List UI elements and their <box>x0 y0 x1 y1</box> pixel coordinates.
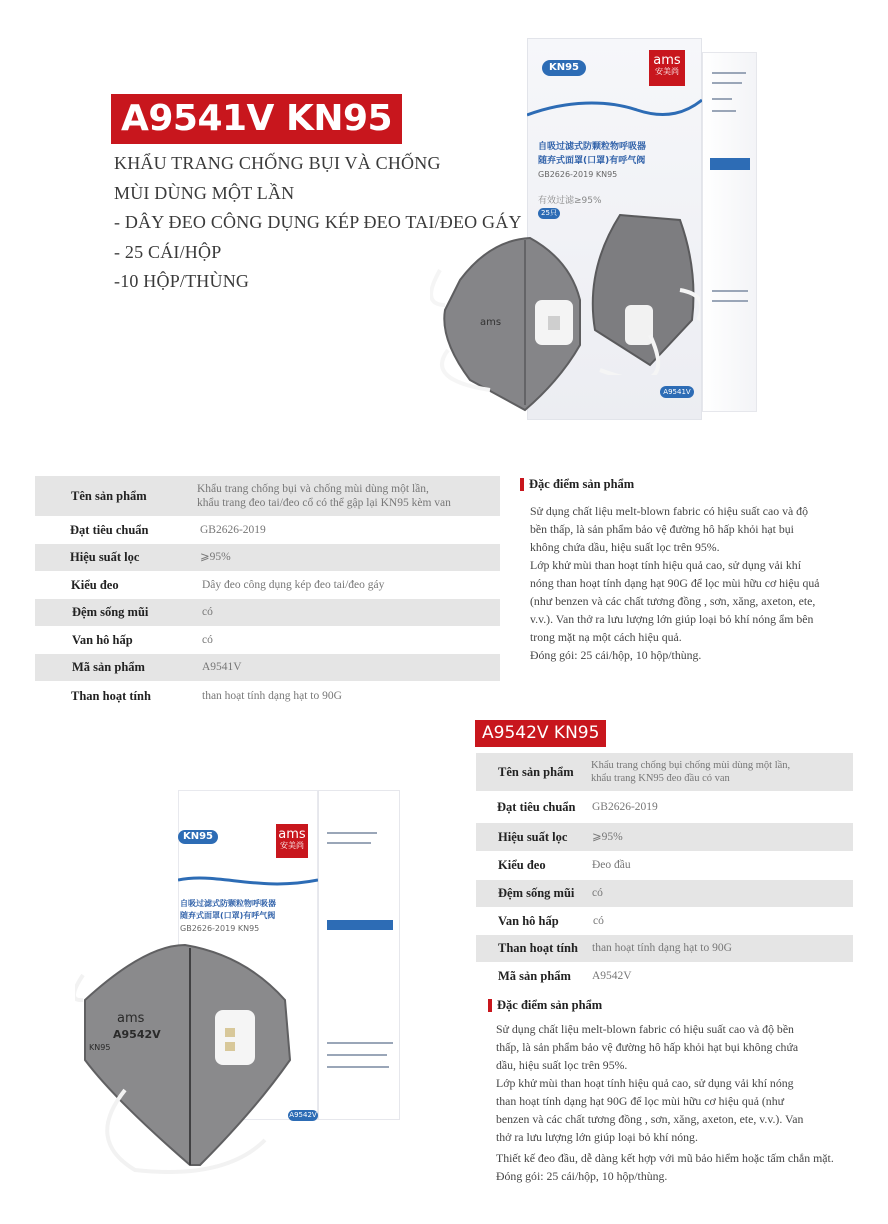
spec-table-a9541v <box>35 476 500 712</box>
mask-brand-print: ams <box>480 317 502 328</box>
spec-row <box>476 851 853 880</box>
headline-line: -10 HỘP/THÙNG <box>114 271 250 291</box>
box-side-text <box>327 1042 393 1044</box>
box-side-face <box>702 52 757 412</box>
spec-label: Đệm sống mũi <box>498 886 575 900</box>
spec-label: Van hô hấp <box>72 632 133 647</box>
box-side-text <box>327 832 377 834</box>
model-tag: A9542V <box>289 1111 317 1119</box>
box-side-text <box>712 290 748 292</box>
blue-wave-decoration <box>527 90 702 120</box>
spec-label: Than hoạt tính <box>498 941 578 955</box>
brand-latin: ams <box>653 53 681 68</box>
box-standard: GB2626-2019 KN95 <box>180 924 260 933</box>
model-title-a9542v: A9542V KN95 <box>475 720 606 747</box>
blue-wave-decoration <box>178 868 318 894</box>
spec-row <box>35 599 500 626</box>
spec-label: Đệm sống mũi <box>72 605 149 619</box>
model-tag: A9541V <box>660 386 694 398</box>
features-heading-a9542v <box>488 998 602 1013</box>
product-image-a9542v <box>60 780 460 1180</box>
spec-value: ⩾95% <box>200 551 231 564</box>
spec-value: có <box>202 606 213 619</box>
mask-model-print: A9542V <box>113 1028 161 1041</box>
mask-front-illustration <box>430 230 595 415</box>
brand-latin: ams <box>278 827 306 842</box>
spec-row <box>476 907 853 935</box>
spec-row <box>35 544 500 571</box>
spec-value: A9542V <box>592 969 632 982</box>
brand-cn: 安美尚 <box>280 841 304 851</box>
box-side-band <box>710 158 750 170</box>
spec-row <box>35 516 500 544</box>
spec-label: Kiểu đeo <box>498 858 546 872</box>
headline-line: - 25 CÁI/HỘP <box>114 241 222 262</box>
box-cn-line2: 随弃式面罩(口罩)有呼气阀 <box>538 156 646 166</box>
spec-row <box>476 935 853 962</box>
spec-value: Khẩu trang chống bụi và chống mùi dùng một lần, khẩu trang đeo tai/đeo cổ có thể gập lại KN95 kèm van <box>197 482 451 509</box>
box-cn-line1: 自吸过滤式防颗粒物呼吸器 <box>538 142 647 152</box>
spec-label: Van hô hấp <box>498 913 559 928</box>
spec-value: A9541V <box>202 661 242 674</box>
spec-label: Hiệu suất lọc <box>70 550 140 564</box>
spec-value: GB2626-2019 <box>592 800 658 813</box>
spec-label: Than hoạt tính <box>71 689 151 703</box>
kn95-badge: KN95 <box>542 60 586 76</box>
box-side-text <box>327 1066 389 1068</box>
box-side-text <box>712 300 748 302</box>
mask-back-illustration <box>580 210 700 375</box>
spec-label: Kiểu đeo <box>71 577 119 592</box>
box-side-face <box>318 790 400 1120</box>
box-standard: GB2626-2019 KN95 <box>538 170 618 179</box>
box-side-text <box>712 72 746 74</box>
spec-row <box>476 753 853 791</box>
features-body-a9541v: Sử dụng chất liệu melt-blown fabric có hiệu suất cao và độ bền thấp, là sản phẩm bảo vệ đường hô hấp khỏi hạt bụi không chứa dầu, hiệu suất lọc trên 95%. Lớp khử mùi than hoạt tính hiệu quả cao, sử dụng vải khí nóng than hoạt tính dạng hạt 90G để lọc mùi hữu cơ hiệu quả (như benzen và các chất tương đồng , sơn, xăng, axeton, ete, v.v.). Van thở ra lưu lượng lớn giúp loại bỏ khí nóng ẩm bên trong mặt nạ một cách hiệu quả. Đóng gói: 25 cái/hộp, 10 hộp/thùng. <box>530 504 820 662</box>
features-title: Đặc điểm sản phẩm <box>497 998 603 1012</box>
spec-row <box>35 681 500 712</box>
spec-value: Đeo đầu <box>592 859 631 872</box>
red-bar-marker <box>520 478 524 491</box>
red-bar-marker <box>488 999 492 1012</box>
headline-line: - DÂY ĐEO CÔNG DỤNG KÉP ĐEO TAI/ĐEO GÁY <box>114 212 522 232</box>
spec-row <box>476 962 853 990</box>
brand-cn: 安美尚 <box>655 67 679 77</box>
mask-kn95-print: KN95 <box>89 1043 111 1052</box>
spec-row <box>476 791 853 823</box>
box-cn-text <box>538 140 646 168</box>
features-body-a9542v: Sử dụng chất liệu melt-blown fabric có hiệu suất cao và độ bền thấp, là sản phẩm bảo vệ đường hô hấp khỏi hạt bụi không chứa dầu, hiệu suất lọc trên 95%. Lớp khử mùi than hoạt tính hiệu quả cao, sử dụng vải khí nóng than hoạt tính dạng hạt 90G để lọc mùi hữu cơ hiệu quả (như benzen và các chất tương đồng , sơn, xăng, axeton, ete, v.v.). Van thở ra lưu lượng lớn giúp loại bỏ khí nóng. Thiết kế đeo đầu, dễ dàng kết hợp với mũ bảo hiểm hoặc tấm chắn mặt. Đóng gói: 25 cái/hộp, 10 hộp/thùng. <box>496 1022 834 1183</box>
model-title-a9541v: A9541V KN95 <box>111 94 402 144</box>
spec-row <box>35 654 500 681</box>
spec-value: than hoạt tính dạng hạt to 90G <box>592 942 732 955</box>
features-title: Đặc điểm sản phẩm <box>529 477 635 491</box>
spec-label: Tên sản phẩm <box>498 764 574 779</box>
box-side-text <box>327 842 371 844</box>
spec-value: có <box>593 914 604 927</box>
brand-logo <box>276 824 308 858</box>
spec-value: ⩾95% <box>592 830 623 843</box>
product-image-a9541v <box>430 30 770 430</box>
box-side-text <box>712 98 732 100</box>
box-cn-text: 自吸过滤式防颗粒物呼吸器 随弃式面罩(口罩)有呼气阀 <box>180 899 276 920</box>
spec-value: Khẩu trang chống bụi chống mùi dùng một lần, khẩu trang KN95 đeo đầu có van <box>591 760 791 784</box>
mask-illustration <box>75 940 315 1180</box>
brand-logo <box>649 50 685 86</box>
kn95-badge: KN95 <box>178 830 218 844</box>
spec-label: Đạt tiêu chuẩn <box>497 799 576 814</box>
features-heading-a9541v <box>520 477 634 492</box>
spec-row <box>476 880 853 907</box>
box-efficiency: 有效过滤≥95% <box>538 196 602 206</box>
mask-brand-print: ams <box>117 1011 145 1026</box>
count-tag: 25只 <box>538 208 560 219</box>
spec-value: có <box>202 633 213 646</box>
spec-row <box>35 571 500 599</box>
spec-label: Hiệu suất lọc <box>498 829 568 844</box>
headline-line: MÙI DÙNG MỘT LẦN <box>114 182 295 203</box>
spec-label: Mã sản phẩm <box>72 660 145 674</box>
spec-label: Mã sản phẩm <box>498 968 571 983</box>
box-side-text <box>327 1054 387 1056</box>
spec-label: Tên sản phẩm <box>71 488 147 503</box>
box-side-text <box>712 82 742 84</box>
spec-row <box>35 626 500 654</box>
box-side-text <box>712 110 736 112</box>
spec-label: Đạt tiêu chuẩn <box>70 522 149 537</box>
spec-value: có <box>592 887 603 900</box>
headline-line: KHẨU TRANG CHỐNG BỤI VÀ CHỐNG <box>114 153 441 173</box>
spec-table-a9542v <box>476 753 853 990</box>
spec-value: than hoạt tính dạng hạt to 90G <box>202 690 342 703</box>
spec-row <box>476 823 853 851</box>
spec-value: GB2626-2019 <box>200 523 266 536</box>
spec-row <box>35 476 500 516</box>
spec-value: Dây đeo công dụng kép đeo tai/đeo gáy <box>202 578 385 591</box>
box-side-band <box>327 920 393 930</box>
